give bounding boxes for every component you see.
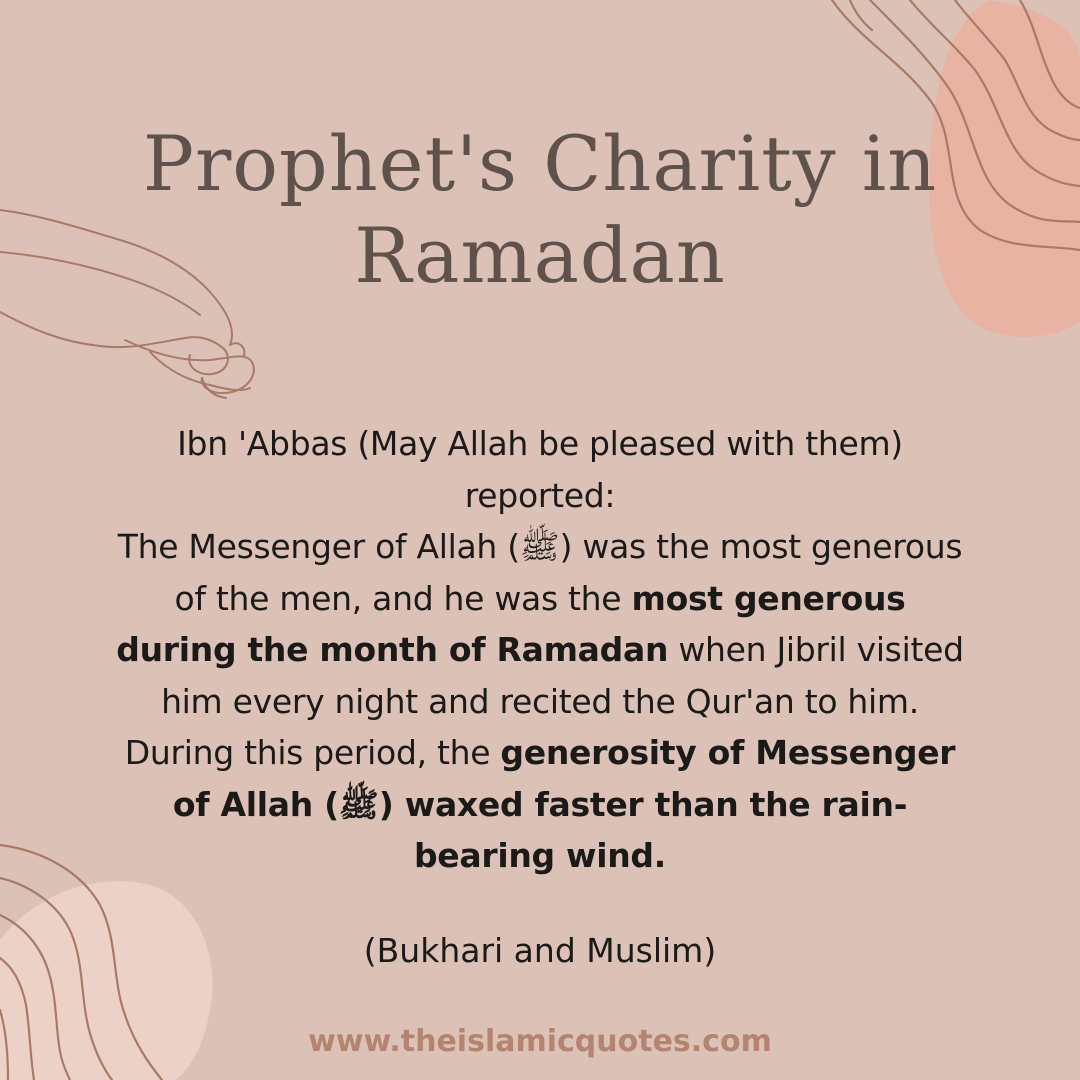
hadith-text-2: when Jibril visited him every night and recited the Qur'an to him. During this period, the — [124, 630, 964, 772]
hadith-quote — [110, 418, 970, 882]
hadith-emphasis-1: most generous during the month of Ramadan — [116, 578, 906, 669]
hadith-emphasis-2: generosity of Messenger of Allah (ﷺ) waxed faster than the rain-bearing wind. — [172, 733, 956, 875]
website-url: www.theislamicquotes.com — [308, 1024, 772, 1059]
hadith-body — [110, 521, 970, 882]
hadith-text-1: The Messenger of Allah (ﷺ) was the most generous of the men, and he was the — [117, 527, 963, 618]
page-title — [60, 118, 1020, 302]
title-line-1: Prophet's Charity in — [142, 119, 938, 208]
hadith-source: (Bukhari and Muslim) — [363, 931, 717, 970]
hadith-narrator: Ibn 'Abbas (May Allah be pleased with them) reported: — [177, 424, 903, 515]
title-line-2: Ramadan — [354, 211, 726, 300]
